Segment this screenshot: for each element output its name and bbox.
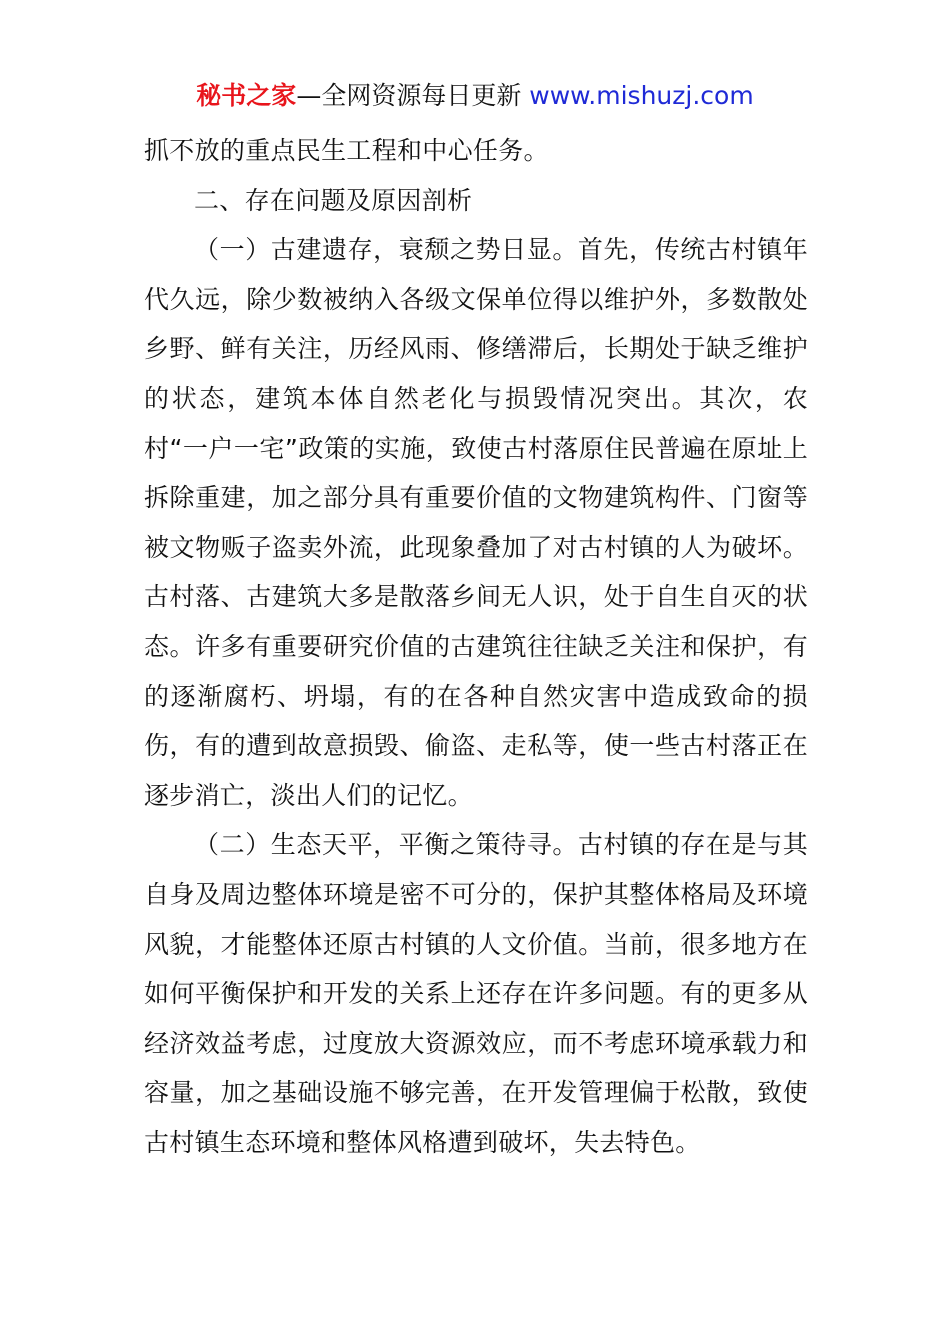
document-body [144,126,808,1167]
paragraph-continuation: 抓不放的重点民生工程和中心任务。 [144,136,549,165]
page-header [0,78,950,114]
site-tagline: —全网资源每日更新 [296,81,530,110]
paragraph-ecological-balance: （二）生态天平，平衡之策待寻。古村镇的存在是与其自身及周边整体环境是密不可分的，保护其整体格局及环境风貌，才能整体还原古村镇的人文价值。当前，很多地方在如何平衡保护和开发的关系上还存在许多问题。有的更多从经济效益考虑，过度放大资源效应，而不考虑环境承载力和容量，加之基础设施不够完善，在开发管理偏于松散，致使古村镇生态环境和整体风格遭到破坏，失去特色。 [144,830,808,1157]
paragraph-ancient-buildings: （一）古建遗存，衰颓之势日显。首先，传统古村镇年代久远，除少数被纳入各级文保单位得以维护外，多数散处乡野、鲜有关注，历经风雨、修缮滞后，长期处于缺乏维护的状态，建筑本体自然老化与损毁情况突出。其次，农村“一户一宅”政策的实施，致使古村落原住民普遍在原址上拆除重建，加之部分具有重要价值的文物建筑构件、门窗等被文物贩子盗卖外流，此现象叠加了对古村镇的人为破坏。古村落、古建筑大多是散落乡间无人识，处于自生自灭的状态。许多有重要研究价值的古建筑往往缺乏关注和保护，有的逐渐腐朽、坍塌，有的在各种自然灾害中造成致命的损伤，有的遭到故意损毁、偷盗、走私等，使一些古村落正在逐步消亡，淡出人们的记忆。 [144,235,808,810]
section-heading: 二、存在问题及原因剖析 [194,185,473,215]
site-url-link[interactable]: www.mishuzj.com [529,81,754,110]
site-brand: 秘书之家 [196,81,297,110]
